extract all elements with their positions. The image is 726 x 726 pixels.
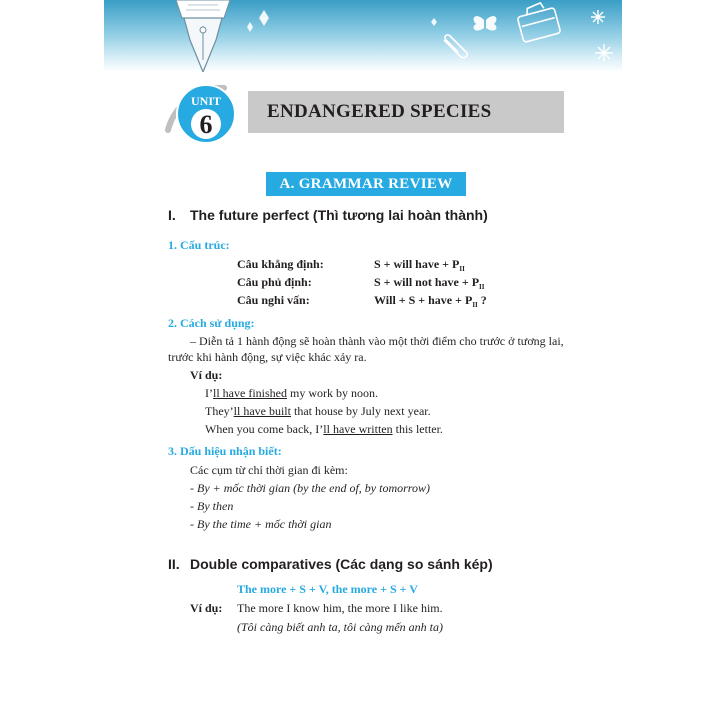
unit-badge (164, 78, 246, 150)
signs-item: - By then (190, 499, 234, 513)
usage-example-1: I’ll have finished my work by noon. (205, 386, 378, 400)
butterfly-icon (474, 16, 497, 30)
structure-formula-negative: S + will not have + $P_{II}$ (374, 275, 485, 291)
usage-heading: 2. Cách sử dụng: (168, 316, 255, 330)
part2-title: Double comparatives (Các dạng so sánh kép) (190, 556, 493, 572)
part2-translation: (Tôi càng biết anh ta, tôi càng mến anh ta) (237, 620, 443, 634)
diamond-icon (247, 22, 253, 32)
snowflake-icon (595, 44, 613, 62)
usage-example-3: When you come back, I’ll have written this letter. (205, 422, 443, 436)
unit-label: UNIT (190, 94, 222, 108)
structure-label-negative: Câu phủ định: (237, 275, 312, 289)
structure-label-question: Câu nghi vấn: (237, 293, 310, 307)
signs-item: - By + mốc thời gian (by the end of, by tomorrow) (190, 481, 431, 495)
part2-number: II. (168, 556, 180, 572)
diamond-icon (431, 18, 437, 26)
briefcase-icon (517, 2, 560, 42)
structure-formula-affirmative: S + will have + $P_{II}$ (374, 257, 465, 273)
signs-heading: 3. Dấu hiệu nhận biết: (168, 444, 282, 458)
usage-example-2: They’ll have built that house by July next year. (205, 404, 431, 418)
usage-example-label: Ví dụ: (190, 368, 223, 382)
unit-number: 6 (199, 110, 213, 139)
usage-line-1: – Diễn tả 1 hành động sẽ hoàn thành vào một thời điểm cho trước ở tương lai, (190, 334, 564, 348)
part2-example: The more I know him, the more I like him. (237, 601, 443, 615)
part2-example-label: Ví dụ: (190, 601, 223, 615)
header-banner (104, 0, 622, 72)
structure-label-affirmative: Câu khẳng định: (237, 257, 324, 271)
part1-heading (168, 207, 488, 223)
book-page (104, 0, 622, 726)
section-a-heading: A. GRAMMAR REVIEW (266, 172, 466, 196)
diamond-icon (259, 10, 269, 26)
unit-title: ENDANGERED SPECIES (267, 101, 492, 122)
unit-title-bar (248, 91, 564, 133)
snowflake-icon (591, 10, 605, 24)
usage-line-2: trước khi hành động, sự việc khác xảy ra. (168, 350, 367, 364)
pen-nib-icon (176, 0, 230, 72)
paperclip-icon (444, 35, 467, 58)
part1-number: I. (168, 207, 176, 223)
structure-formula-question: Will + S + have + $P_{II}$ ? (374, 293, 487, 309)
structure-heading: 1. Cấu trúc: (168, 238, 230, 252)
signs-item: - By the time + mốc thời gian (190, 517, 332, 531)
part2-formula: The more + S + V, the more + S + V (237, 582, 418, 596)
part2-heading (168, 556, 493, 572)
part1-title: The future perfect (Thì tương lai hoàn thành) (190, 207, 488, 223)
signs-intro: Các cụm từ chỉ thời gian đi kèm: (190, 463, 348, 477)
